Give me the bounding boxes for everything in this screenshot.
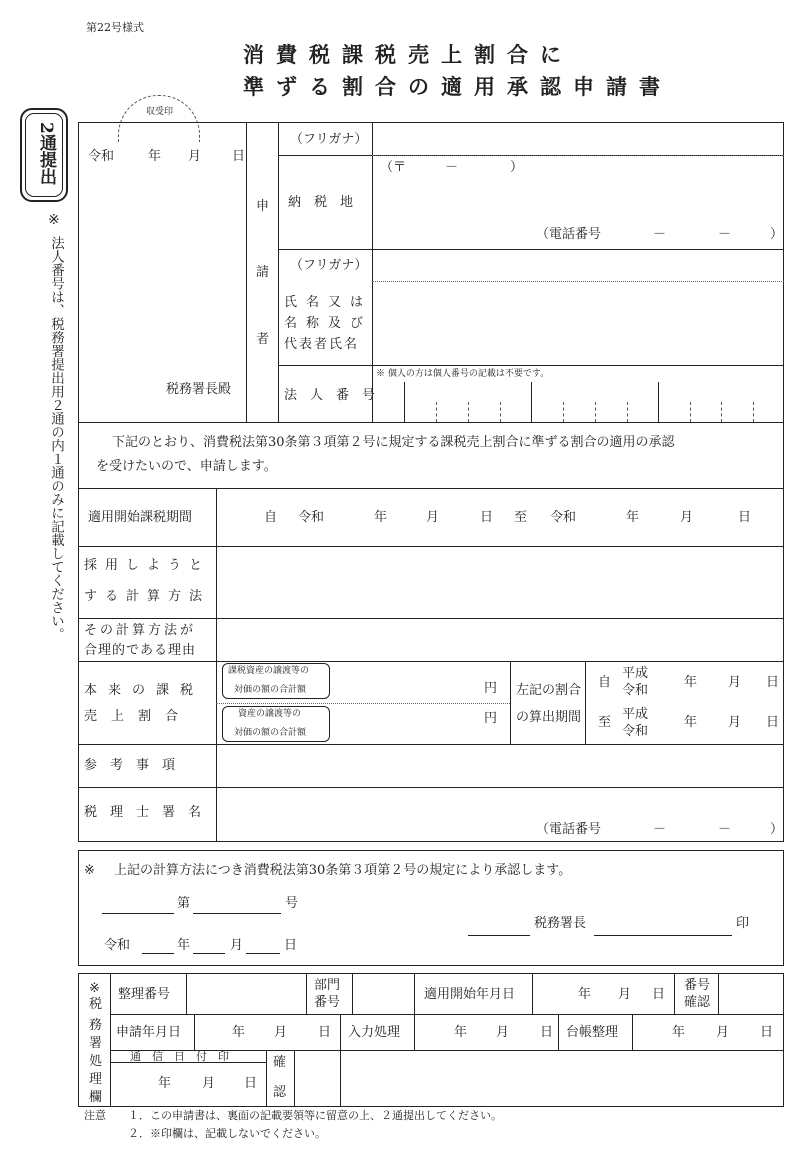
reason-field[interactable] [218, 620, 782, 660]
taxable-total-label-2: 対価の額の合計額 [234, 685, 307, 695]
approval-seal: 印 [736, 916, 750, 931]
furigana-label: （フリガナ） [290, 132, 368, 147]
accountant-phone: （電話番号 － － ） [536, 822, 784, 837]
office-apply-month: 月 [274, 1025, 288, 1040]
period-from-month: 月 [426, 510, 440, 525]
period-era-from: 令和 [298, 510, 325, 525]
footnote-1: １．この申請書は、裏面の記載要領等に留意の上、２通提出してください。 [128, 1109, 502, 1122]
taxable-total-yen: 円 [484, 681, 498, 696]
calc-from-era-reiwa: 令和 [622, 683, 649, 698]
approval-year: 年 [177, 938, 191, 953]
corp-number-field[interactable] [404, 382, 782, 421]
office-comm-day: 日 [244, 1076, 258, 1091]
taxable-total-label-1: 課税資産の譲渡等の [228, 666, 310, 676]
office-apply-day: 日 [318, 1025, 332, 1040]
applicant-char-2: 請 [256, 265, 270, 280]
approval-dai: 第 [177, 896, 191, 911]
period-from-day: 日 [480, 510, 494, 525]
office-col-char-4: 処 [89, 1054, 103, 1069]
office-ledger: 台帳整理 [566, 1025, 619, 1040]
office-ref-no: 整理番号 [118, 987, 171, 1002]
calc-from-month: 月 [728, 675, 742, 690]
postal-code: （〒 － ） [380, 160, 524, 175]
period-to-month: 月 [680, 510, 694, 525]
all-total-label-1: 資産の譲渡等の [238, 709, 302, 719]
ratio-label-2: 売上割合 [84, 709, 193, 724]
period-label: 適用開始課税期間 [88, 510, 193, 525]
corp-no-label: 法 人 番 号 [284, 388, 376, 403]
calc-from-era-heisei: 平成 [622, 666, 649, 681]
approval-go: 号 [285, 896, 299, 911]
declaration-line-1: 下記のとおり、消費税法第30条第３項第２号に規定する課税売上割合に準ずる割合の適用の承認 [112, 435, 675, 450]
title-line-1: 消費税課税売上割合に [243, 42, 573, 67]
period-from-year: 年 [374, 510, 388, 525]
office-col-char-3: 署 [89, 1036, 103, 1051]
notes-label: 参 考 事 項 [84, 758, 176, 773]
side-note: 法人番号は、税務署提出用２通の内１通のみに記載してください。 [48, 236, 64, 641]
calc-to-day: 日 [766, 715, 780, 730]
office-apply-year: 年 [232, 1025, 246, 1040]
address-field[interactable] [374, 158, 782, 246]
date-era: 令和 [88, 149, 115, 164]
office-input: 入力処理 [348, 1025, 401, 1040]
period-to: 至 [514, 510, 528, 525]
office-col-char-5: 理 [89, 1072, 103, 1087]
office-comm-month: 月 [202, 1076, 216, 1091]
date-day: 日 [232, 149, 246, 164]
accountant-field[interactable] [218, 789, 782, 840]
form-number: 第22号様式 [86, 21, 144, 34]
all-total-label-2: 対価の額の合計額 [234, 728, 307, 738]
office-dept-no-1: 部門 [314, 978, 341, 993]
office-col-mark: ※ [89, 981, 100, 996]
office-comm-date: 通 信 日 付 印 [130, 1050, 229, 1063]
accountant-label: 税 理 士 署 名 [84, 805, 202, 820]
office-ledger-day: 日 [760, 1025, 774, 1040]
copies-text: 2通提出 [36, 122, 56, 185]
period-from: 自 [264, 510, 278, 525]
office-comm-year: 年 [158, 1076, 172, 1091]
approval-office-head: 税務署長 [534, 916, 587, 931]
office-confirm-2: 認 [273, 1085, 287, 1100]
period-era-to: 令和 [550, 510, 577, 525]
furigana-label-2: （フリガナ） [290, 258, 368, 273]
reason-label-2: 合理的である理由 [84, 643, 197, 658]
office-start-year: 年 [578, 987, 592, 1002]
calc-to: 至 [598, 715, 612, 730]
method-label-2: する計算方法 [84, 589, 211, 604]
phone-number: （電話番号 － － ） [536, 227, 784, 242]
footnote-2: ２．※印欄は、記載しないでください。 [128, 1127, 326, 1140]
side-note-mark: ※ [48, 212, 60, 228]
calc-to-era-reiwa: 令和 [622, 724, 649, 739]
approval-mark: ※ [84, 863, 95, 878]
office-col-char-1: 税 [89, 997, 103, 1012]
method-field[interactable] [218, 548, 782, 616]
calc-to-era-heisei: 平成 [622, 707, 649, 722]
office-col-char-2: 務 [89, 1018, 103, 1033]
calc-period-label-1: 左記の割合 [516, 683, 582, 698]
name-field[interactable] [374, 284, 782, 364]
office-confirm-1: 確 [273, 1055, 287, 1070]
name-label-2: 名称及び [284, 316, 373, 331]
office-start-day: 日 [652, 987, 666, 1002]
reason-label-1: その計算方法が [84, 623, 197, 638]
title-line-2: 準ずる割合の適用承認申請書 [243, 74, 672, 99]
office-apply-date: 申請年月日 [116, 1025, 182, 1040]
calc-from: 自 [598, 675, 612, 690]
office-no-check-2: 確認 [684, 995, 711, 1010]
office-start-date: 適用開始年月日 [424, 987, 516, 1002]
office-dept-no-2: 番号 [314, 995, 341, 1010]
calc-from-day: 日 [766, 675, 780, 690]
period-to-year: 年 [626, 510, 640, 525]
name-label-1: 氏名又は [284, 295, 373, 310]
approval-era: 令和 [104, 938, 131, 953]
approval-text: 上記の計算方法につき消費税法第30条第３項第２号の規定により承認します。 [114, 863, 572, 878]
calc-from-year: 年 [684, 675, 698, 690]
date-year: 年 [148, 149, 162, 164]
office-ledger-year: 年 [672, 1025, 686, 1040]
ratio-label-1: 本来の課税 [84, 683, 205, 698]
footnote-label: 注意 [84, 1109, 106, 1122]
office-no-check-1: 番号 [684, 978, 711, 993]
notes-field[interactable] [218, 746, 782, 786]
tax-office-addressee: 税務署長殿 [166, 382, 232, 397]
calc-to-year: 年 [684, 715, 698, 730]
office-input-year: 年 [454, 1025, 468, 1040]
applicant-char-1: 申 [256, 199, 270, 214]
declaration-line-2: を受けたいので、申請します。 [96, 459, 277, 474]
receipt-stamp-label: 収受印 [146, 107, 174, 117]
date-month: 月 [188, 149, 202, 164]
office-input-month: 月 [496, 1025, 510, 1040]
applicant-char-3: 者 [256, 332, 270, 347]
address-label: 納 税 地 [288, 195, 354, 210]
office-start-month: 月 [618, 987, 632, 1002]
office-ledger-month: 月 [716, 1025, 730, 1040]
method-label-1: 採用しようと [84, 558, 211, 573]
calc-to-month: 月 [728, 715, 742, 730]
approval-day: 日 [284, 938, 298, 953]
all-total-yen: 円 [484, 711, 498, 726]
office-input-day: 日 [540, 1025, 554, 1040]
corp-no-note: ※ 個人の方は個人番号の記載は不要です。 [376, 369, 550, 379]
calc-period-label-2: の算出期間 [516, 710, 582, 725]
period-to-day: 日 [738, 510, 752, 525]
copies-badge [20, 108, 68, 202]
office-col-char-6: 欄 [89, 1090, 103, 1105]
name-label-3: 代表者氏名 [284, 337, 360, 352]
approval-month: 月 [230, 938, 244, 953]
